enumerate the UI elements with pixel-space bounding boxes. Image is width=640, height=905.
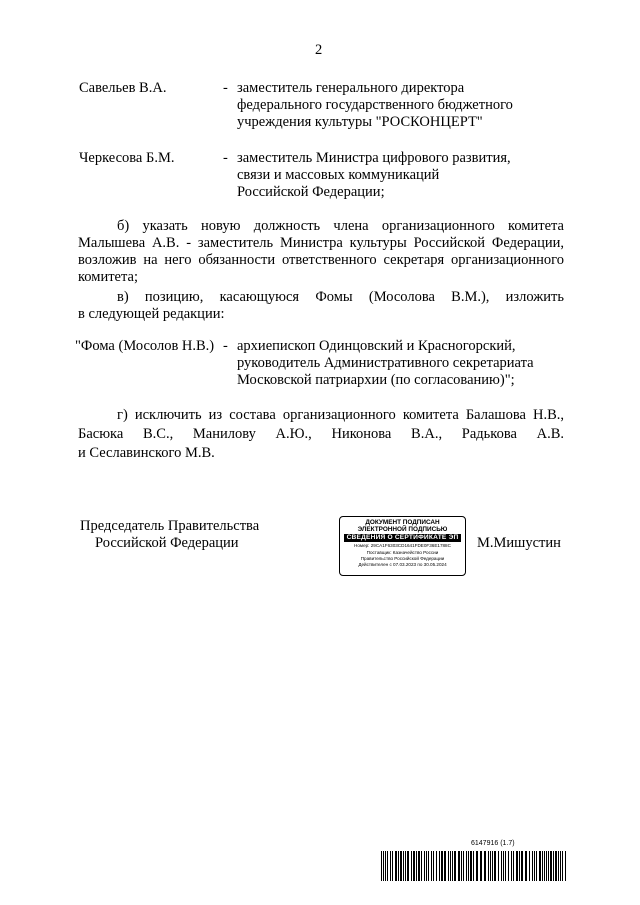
stamp-line: ЭЛЕКТРОННОЙ ПОДПИСЬЮ	[357, 526, 448, 534]
stamp-owner: Правительство Российской Федерации	[360, 555, 445, 561]
member-role-line: связи и массовых коммуникаций	[237, 167, 440, 183]
member-role-line: федерального государственного бюджетного	[237, 97, 513, 113]
signatory-name: М.Мишустин	[477, 535, 561, 551]
document-barcode	[381, 840, 567, 882]
member-role-line: учреждения культуры "РОСКОНЦЕРТ"	[237, 114, 483, 130]
stamp-number: Номер: 29CA1F6303CD1641FDE0F36E1788C	[354, 543, 451, 549]
barcode-icon	[381, 851, 567, 881]
member-name-cherkesova: Черкесова Б.М.	[79, 150, 175, 166]
foma-dash: -	[223, 338, 228, 354]
member-dash: -	[223, 150, 228, 166]
foma-role-line: Московской патриархии (по согласованию)";	[237, 372, 515, 388]
member-role-line: заместитель Министра цифрового развития,	[237, 150, 511, 166]
member-dash: -	[223, 80, 228, 96]
signatory-title: Председатель Правительства	[80, 518, 260, 534]
stamp-supplier: Поставщик: Казначейство России	[366, 549, 439, 555]
foma-name: "Фома (Мосолов Н.В.)	[75, 338, 215, 354]
stamp-certificate-bar: СВЕДЕНИЯ О СЕРТИФИКАТЕ ЭП	[344, 534, 461, 542]
paragraph-v-line: в) позицию, касающуюся Фомы (Мосолова В.М.), изложить	[117, 289, 564, 305]
paragraph-g-line: и Сеславинского М.В.	[78, 445, 215, 461]
electronic-signature-stamp	[339, 516, 466, 576]
paragraph-b-line: б) указать новую должность члена организационного комитета	[117, 218, 564, 234]
member-role-line: Российской Федерации;	[237, 184, 385, 200]
foma-role-line: руководитель Административного секретариата	[237, 355, 534, 371]
barcode-number: 6147916 (1.7)	[471, 840, 515, 847]
member-name-savelyev: Савельев В.А.	[79, 80, 167, 96]
paragraph-b-line: Малышева А.В. - заместитель Министра культуры Российской Федерации,	[78, 235, 564, 251]
paragraph-b-line: комитета;	[78, 269, 138, 285]
paragraph-v-line: в следующей редакции:	[78, 306, 225, 322]
signatory-title: Российской Федерации	[95, 535, 239, 551]
member-role-line: заместитель генерального директора	[237, 80, 465, 96]
stamp-validity: Действителен с 07.03.2023 по 30.05.2024	[358, 562, 447, 568]
paragraph-b-line: возложив на него обязанности ответственного секретаря организационного	[78, 252, 564, 268]
foma-role-line: архиепископ Одинцовский и Красногорский,	[237, 338, 516, 354]
paragraph-g-line: Басюка В.С., Манилову А.Ю., Никонова В.А., Радькова А.В.	[78, 426, 564, 442]
page-number: 2	[315, 42, 323, 58]
stamp-line: ДОКУМЕНТ ПОДПИСАН	[365, 519, 440, 526]
paragraph-g-line: г) исключить из состава организационного комитета Балашова Н.В.,	[117, 407, 564, 423]
